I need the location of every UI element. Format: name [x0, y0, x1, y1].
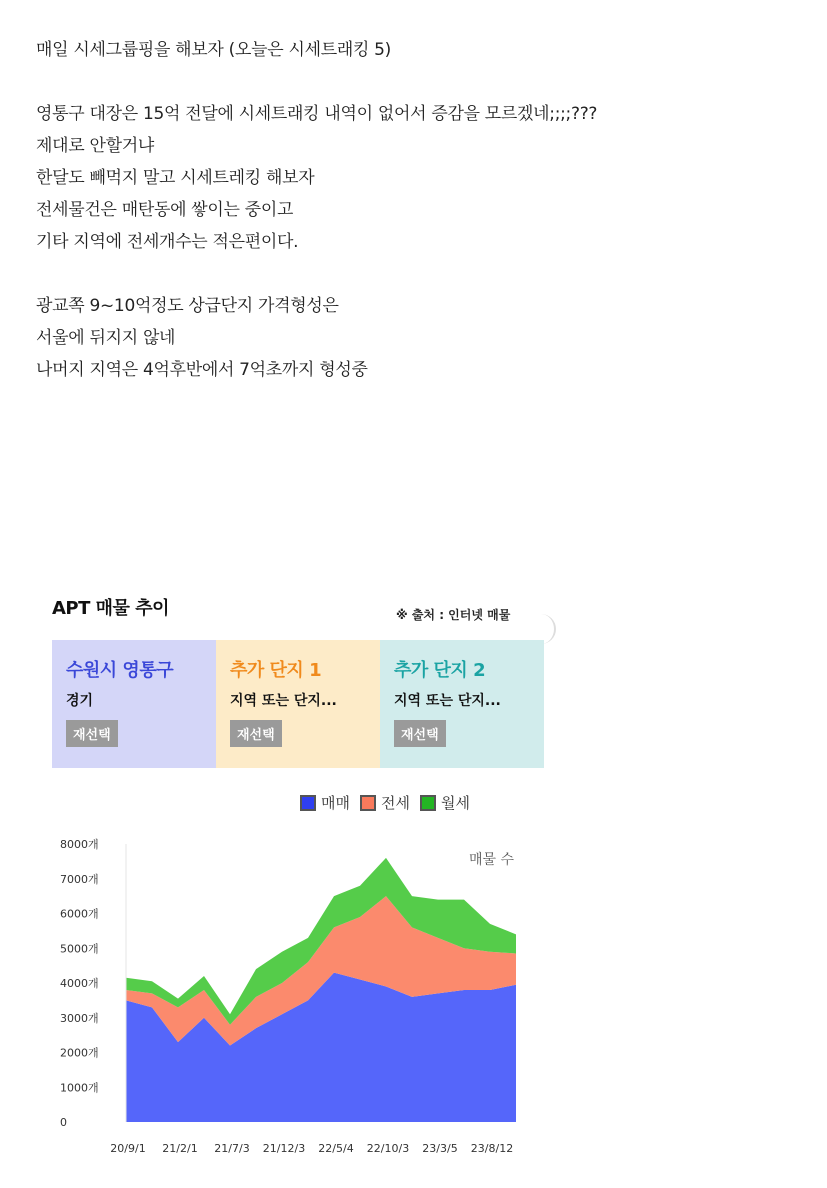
y-tick-label: 2000개 [60, 1046, 99, 1060]
legend-swatch [360, 795, 376, 811]
post-line: 전세물건은 매탄동에 쌓이는 중이고 [36, 200, 294, 220]
blank-line [36, 258, 796, 290]
y-tick-label: 8000개 [60, 838, 99, 851]
y-tick-label: 3000개 [60, 1011, 99, 1025]
chart-legend [300, 792, 480, 813]
legend-label: 전세 [380, 794, 410, 812]
chart-annotation: 매물 수 [468, 852, 514, 868]
x-tick-label: 21/7/3 [214, 1142, 250, 1155]
post-body [36, 34, 796, 386]
y-tick-label: 5000개 [60, 942, 99, 956]
post-line: 매일 시세그룹핑을 해보자 (오늘은 시세트래킹 5) [36, 40, 392, 60]
post-line: 나머지 지역은 4억후반에서 7억초까지 형성중 [36, 360, 368, 380]
region-card-name: 추가 단지 1 [230, 660, 322, 681]
region-card-sub: 지역 또는 단지... [394, 693, 501, 709]
legend-swatch [300, 795, 316, 811]
blank-line [36, 66, 796, 98]
region-card-sub: 지역 또는 단지... [230, 693, 337, 709]
legend-label: 월세 [440, 794, 470, 812]
region-cards [52, 640, 544, 768]
y-tick-label: 4000개 [60, 977, 99, 990]
legend-item-monthly[interactable] [420, 792, 470, 813]
x-tick-label: 22/5/4 [318, 1142, 354, 1155]
post-line: 제대로 안할거냐 [36, 136, 154, 156]
region-card-extra-2[interactable] [380, 640, 544, 768]
region-card-yeongtong [52, 640, 216, 768]
post-line: 한달도 빼먹지 말고 시세트레킹 해보자 [36, 168, 315, 188]
y-tick-label: 7000개 [60, 872, 99, 886]
x-tick-label: 20/9/1 [110, 1142, 146, 1155]
legend-label: 매매 [321, 794, 350, 812]
region-card-extra-1[interactable] [216, 640, 380, 768]
post-line: 기타 지역에 전세개수는 적은편이다. [36, 232, 299, 252]
apt-listing-widget [52, 594, 552, 1164]
reselect-button[interactable]: 재선택 [230, 720, 282, 747]
y-tick-label: 1000개 [60, 1081, 99, 1095]
post-line: 영통구 대장은 15억 전달에 시세트래킹 내역이 없어서 증감을 모르겠네;;;;??? [36, 104, 598, 124]
x-tick-label: 22/10/3 [366, 1142, 410, 1155]
y-tick-label: 6000개 [60, 907, 99, 921]
region-card-sub: 경기 [66, 693, 94, 709]
reselect-button[interactable]: 재선택 [394, 720, 446, 747]
legend-swatch [420, 795, 436, 811]
legend-item-jeonse[interactable] [360, 792, 410, 813]
post-line: 광교쪽 9~10억정도 상급단지 가격형성은 [36, 296, 339, 316]
x-tick-label: 23/3/5 [422, 1142, 458, 1155]
x-tick-label: 21/2/1 [162, 1142, 198, 1155]
reselect-button[interactable]: 재선택 [66, 720, 118, 747]
listing-trend-chart [52, 830, 552, 1164]
region-card-name: 추가 단지 2 [394, 660, 486, 681]
widget-title: APT 매물 추이 [52, 598, 169, 619]
y-tick-label: 0 [60, 1116, 67, 1129]
post-line: 서울에 뒤지지 않네 [36, 328, 176, 348]
region-card-name: 수원시 영통구 [66, 660, 174, 681]
x-tick-label: 21/12/3 [262, 1142, 306, 1155]
source-note: ※ 출처 : 인터넷 매물 [396, 608, 511, 622]
legend-item-sale[interactable] [300, 792, 350, 813]
x-tick-label: 23/8/12 [470, 1142, 514, 1155]
